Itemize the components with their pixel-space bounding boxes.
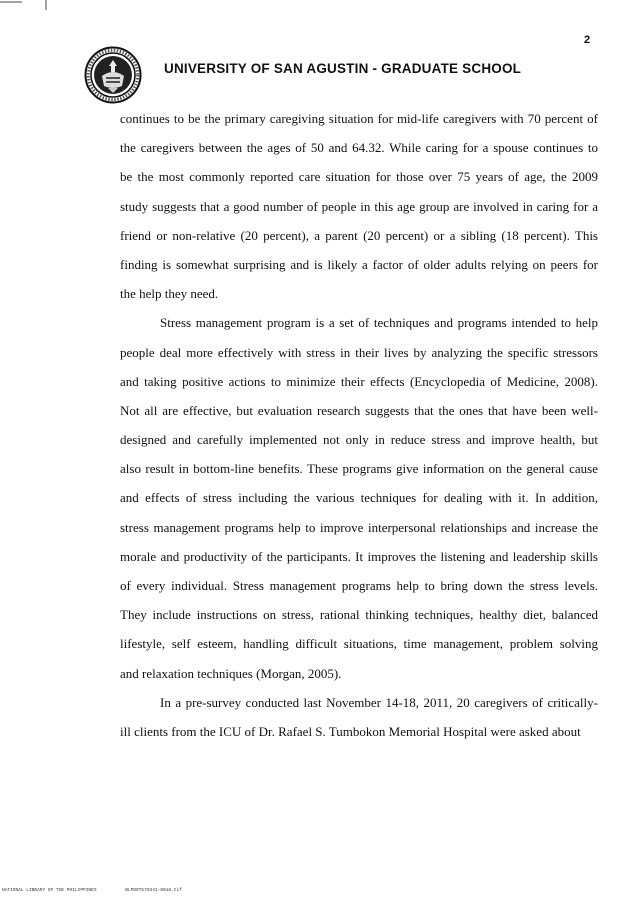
page-number: 2 [584,34,591,46]
text-line: of every individual. Stress management programs help to bring down the stress levels. [120,578,598,593]
text-line: be the most commonly reported care situation for those over 75 years of age, the 2009 [120,169,598,185]
text-line: designed and carefully implemented not only in reduce stress and improve health, but [120,432,598,448]
text-line: continues to be the primary caregiving situation for mid-life caregivers with 70 percent of [120,111,598,126]
footer-file-label: BLPD0TG76341-0016.tif [125,888,182,893]
scan-footer [2,888,182,893]
text-line: Not all are effective, but evaluation research suggests that the ones that have been well- [120,402,598,418]
text-line: friend or non-relative (20 percent), a parent (20 percent) or a sibling (18 percent). This [120,227,598,243]
document-body [120,104,598,746]
text-line: ill clients from the ICU of Dr. Rafael S. Tumbokon Memorial Hospital were asked about [120,723,581,739]
text-line: and taking positive actions to minimize their effects (Encyclopedia of Medicine, 2008). [120,373,598,389]
text-line: and relaxation techniques (Morgan, 2005). [120,665,342,681]
text-line: lifestyle, self esteem, handling difficult situations, time management, problem solving [120,636,598,652]
scan-corner-mark [0,0,60,12]
text-line: people deal more effectively with stress in their lives by analyzing the specific stressors [120,344,598,360]
text-line: the help they need. [120,286,219,302]
text-line: stress management programs help to improve interpersonal relationships and increase the [120,519,598,535]
text-line: Stress management program is a set of techniques and programs intended to help [160,315,598,331]
text-line: morale and productivity of the participants. It improves the listening and leadership skills [120,548,598,564]
text-line: In a pre-survey conducted last November 14-18, 2011, 20 caregivers of critically- [160,694,598,710]
text-line: also result in bottom-line benefits. These programs give information on the general cause [120,461,598,477]
text-line: finding is somewhat surprising and is likely a factor of older adults relying on peers for [120,256,598,272]
text-line: They include instructions on stress, rational thinking techniques, healthy diet, balanced [120,607,598,623]
university-header-title: UNIVERSITY OF SAN AGUSTIN - GRADUATE SCHOOL [164,61,522,76]
footer-library-label: NATIONAL LIBRARY OF THE PHILIPPINES [2,888,97,893]
text-line: study suggests that a good number of people in this age group are involved in caring for a [120,198,598,214]
text-line: the caregivers between the ages of 50 and 64.32. While caring for a spouse continues to [120,140,598,156]
university-seal-icon [84,46,142,104]
text-line: and effects of stress including the various techniques for dealing with it. In addition, [120,490,598,506]
